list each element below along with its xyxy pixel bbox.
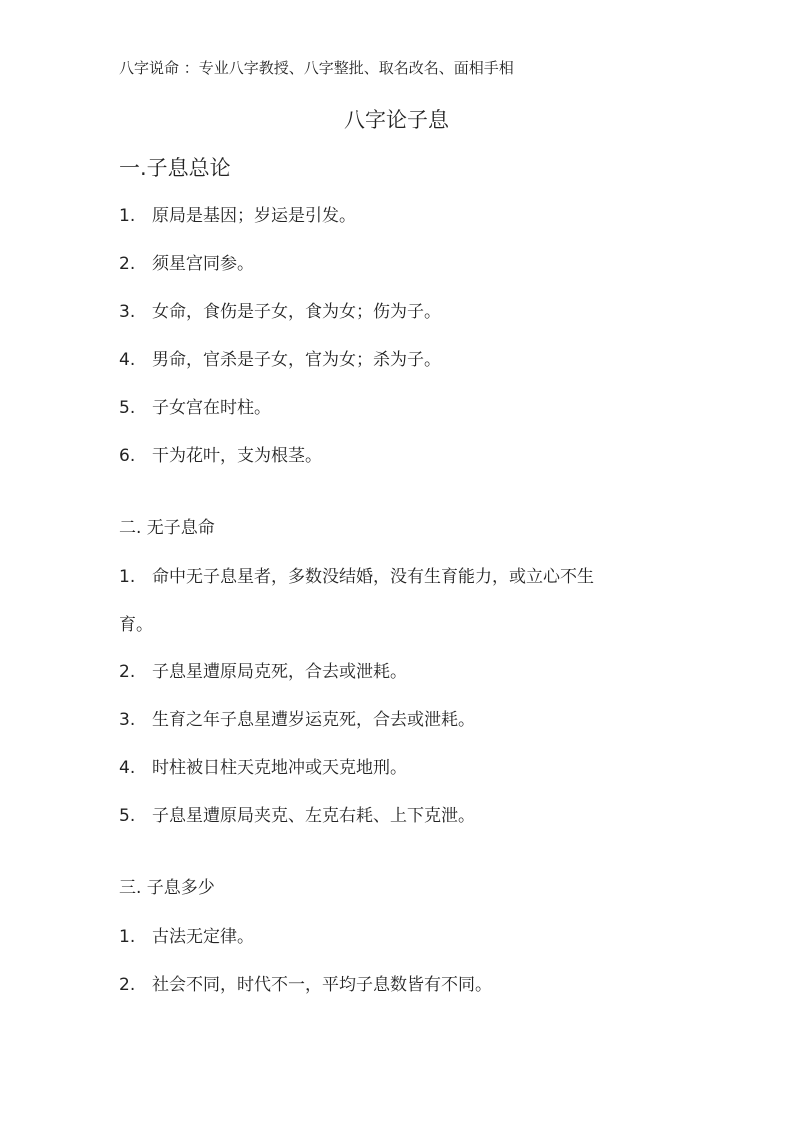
item-number: 4. (119, 350, 136, 370)
list-item (119, 925, 659, 949)
item-text: 古法无定律。 (152, 927, 254, 947)
section-heading-general: 一.子息总论 (119, 156, 231, 180)
item-text: 生育之年子息星遭岁运克死，合去或泄耗。 (152, 710, 475, 730)
section-heading-number-of-children: 三. 子息多少 (119, 878, 215, 898)
item-text: 子女宫在时柱。 (152, 398, 271, 418)
list-item (119, 804, 659, 828)
item-number: 2. (119, 975, 136, 995)
item-text-continuation: 育。 (119, 615, 153, 635)
list-item (119, 396, 659, 420)
document-title: 八字论子息 (344, 108, 449, 132)
item-number: 2. (119, 662, 136, 682)
item-text: 须星宫同参。 (152, 254, 254, 274)
list-item (119, 660, 659, 684)
item-text: 原局是基因；岁运是引发。 (152, 206, 356, 226)
item-text: 时柱被日柱天克地冲或天克地刑。 (152, 758, 407, 778)
page-header: 八字说命 ：专业八字教授、八字整批、取名改名、面相手相 (119, 59, 514, 77)
list-item (119, 973, 659, 997)
item-number: 4. (119, 758, 136, 778)
item-number: 5. (119, 398, 136, 418)
list-item (119, 252, 659, 276)
item-number: 5. (119, 806, 136, 826)
item-number: 1. (119, 567, 136, 587)
item-text: 男命，官杀是子女，官为女；杀为子。 (152, 350, 441, 370)
item-text: 干为花叶，支为根茎。 (152, 446, 322, 466)
list-item (119, 708, 659, 732)
item-number: 1. (119, 206, 136, 226)
list-item (119, 204, 659, 228)
item-text: 女命，食伤是子女，食为女；伤为子。 (152, 302, 441, 322)
item-text: 子息星遭原局克死，合去或泄耗。 (152, 662, 407, 682)
item-number: 6. (119, 446, 136, 466)
list-item (119, 756, 659, 780)
item-number: 1. (119, 927, 136, 947)
list-item (119, 565, 659, 589)
list-item (119, 300, 659, 324)
list-item (119, 348, 659, 372)
item-number: 3. (119, 710, 136, 730)
section-heading-no-children: 二. 无子息命 (119, 518, 215, 538)
list-item (119, 444, 659, 468)
item-number: 2. (119, 254, 136, 274)
item-text: 子息星遭原局夹克、左克右耗、上下克泄。 (152, 806, 475, 826)
item-number: 3. (119, 302, 136, 322)
item-text: 社会不同，时代不一，平均子息数皆有不同。 (152, 975, 492, 995)
item-text: 命中无子息星者，多数没结婚，没有生育能力，或立心不生 (152, 567, 594, 587)
